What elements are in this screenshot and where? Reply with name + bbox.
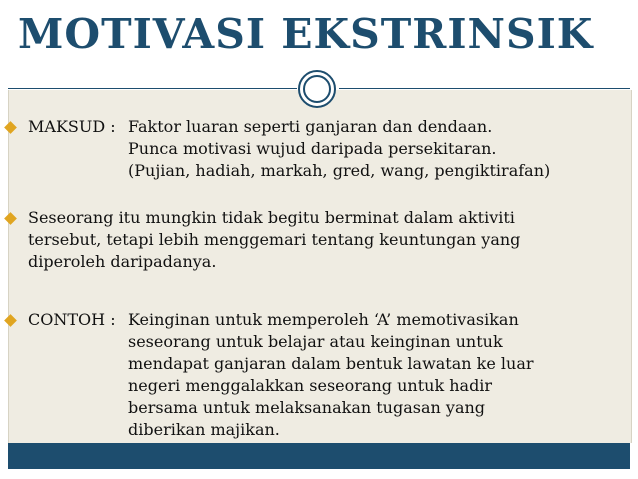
bullet-line: Keinginan untuk memperoleh ‘A’ memotivasikan: [128, 310, 519, 329]
bullet-line: (Pujian, hadiah, markah, gred, wang, pengiktirafan): [128, 161, 551, 180]
bullet-text: [28, 207, 520, 273]
bullet-line: diperoleh daripadanya.: [28, 252, 217, 271]
title-divider-right: [339, 88, 630, 89]
bullet-text: [128, 309, 608, 441]
bullet-line: Punca motivasi wujud daripada persekitaran.: [128, 139, 497, 158]
bullet-line: Faktor luaran seperti ganjaran dan dendaan.: [128, 117, 493, 136]
bullet-label: CONTOH :: [28, 310, 116, 329]
bullet-maksud: [6, 116, 606, 186]
bullet-line: diberikan majikan.: [128, 420, 280, 439]
bullet-line: mendapat ganjaran dalam bentuk lawatan ke luar: [128, 354, 534, 373]
slide-title: MOTIVASI EKSTRINSIK: [18, 10, 594, 58]
bullet-text: [128, 116, 608, 182]
bullet-line: seseorang untuk belajar atau keinginan untuk: [128, 332, 503, 351]
diamond-bullet-icon: [4, 212, 17, 225]
bullet-line: bersama untuk melaksanakan tugasan yang: [128, 398, 486, 417]
diamond-bullet-icon: [4, 314, 17, 327]
diamond-bullet-icon: [4, 121, 17, 134]
bullet-contoh: [6, 309, 606, 443]
footer-bar: [8, 443, 630, 469]
bullet-description: [6, 207, 606, 277]
title-divider-left: [8, 88, 297, 89]
bullet-line: Seseorang itu mungkin tidak begitu berminat dalam aktiviti: [28, 208, 515, 227]
bullet-line: negeri menggalakkan seseorang untuk hadir: [128, 376, 493, 395]
bullet-label: MAKSUD :: [28, 117, 116, 136]
double-circle-ornament-icon: [297, 69, 337, 109]
bullet-line: tersebut, tetapi lebih menggemari tentang keuntungan yang: [28, 230, 521, 249]
